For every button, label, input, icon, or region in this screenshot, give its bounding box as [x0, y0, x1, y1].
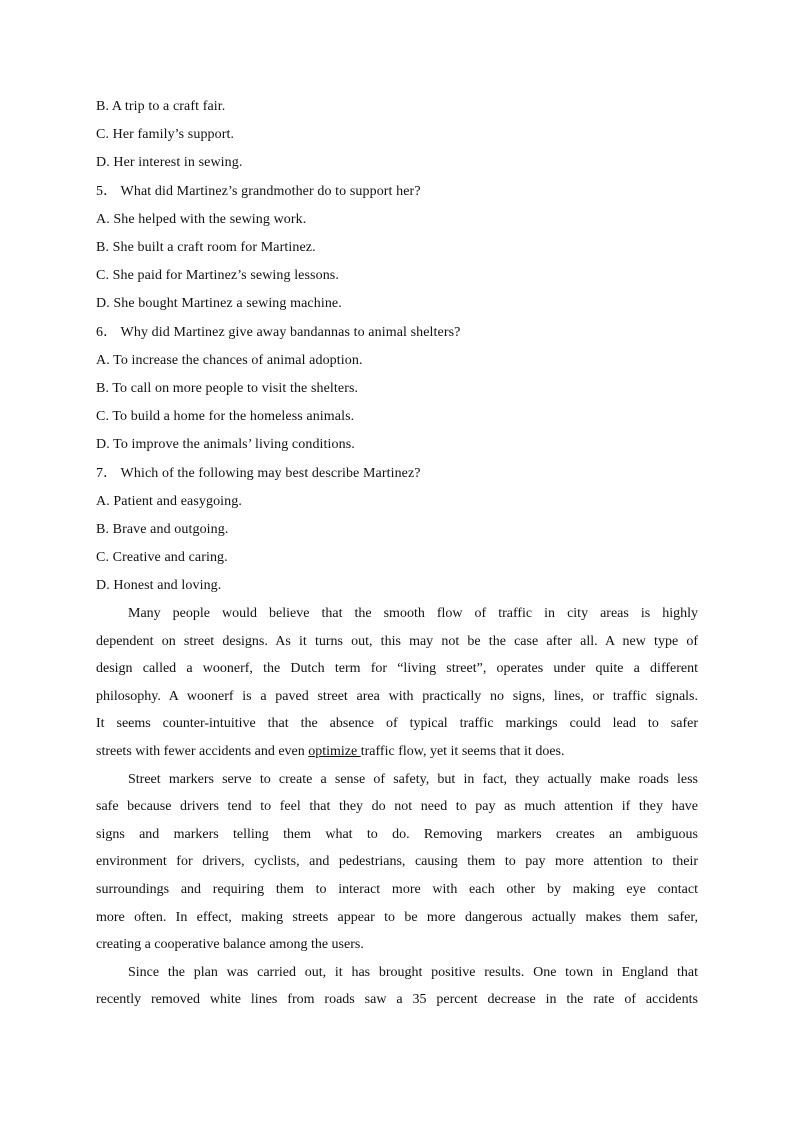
q5-stem: 5． What did Martinez’s grandmother do to support her?	[96, 184, 421, 199]
document-page	[96, 93, 698, 1014]
q7-option-a: A. Patient and easygoing.	[96, 494, 242, 509]
q6-stem: 6． Why did Martinez give away bandannas to animal shelters?	[96, 325, 461, 340]
q4-option-b: B. A trip to a craft fair.	[96, 99, 226, 114]
paragraph-line: environment for drivers, cyclists, and pedestrians, causing them to pay more attention to their	[96, 854, 698, 870]
paragraph-text: streets with fewer accidents and even	[96, 743, 309, 759]
q6-option-d: D. To improve the animals’ living conditions.	[96, 437, 355, 452]
q6-option-b: B. To call on more people to visit the shelters.	[96, 381, 359, 396]
passage-paragraph-2	[96, 766, 698, 959]
paragraph-line: Since the plan was carried out, it has brought positive results. One town in England that	[128, 964, 698, 980]
paragraph-text: traffic flow, yet it seems that it does.	[360, 743, 565, 759]
paragraph-line: design called a woonerf, the Dutch term for “living street”, operates under quite a different	[96, 661, 698, 677]
q6-option-a: A. To increase the chances of animal adoption.	[96, 353, 363, 368]
paragraph-line: philosophy. A woonerf is a paved street area with practically no signs, lines, or traffic signals.	[96, 688, 698, 704]
paragraph-line: creating a cooperative balance among the users.	[96, 937, 364, 953]
paragraph-line	[96, 738, 698, 766]
passage-paragraph-1	[96, 600, 698, 766]
q4-option-d: D. Her interest in sewing.	[96, 155, 243, 170]
passage-paragraph-3	[96, 959, 698, 1014]
q7-option-b: B. Brave and outgoing.	[96, 522, 229, 537]
paragraph-line: safe because drivers tend to feel that they do not need to pay as much attention if they have	[96, 799, 698, 815]
q6-option-c: C. To build a home for the homeless animals.	[96, 409, 355, 424]
paragraph-line: Many people would believe that the smooth flow of traffic in city areas is highly	[128, 606, 698, 621]
q5-option-a: A. She helped with the sewing work.	[96, 212, 307, 227]
q7-stem: 7． Which of the following may best describe Martinez?	[96, 466, 421, 481]
q5-option-c: C. She paid for Martinez’s sewing lessons.	[96, 268, 339, 283]
paragraph-line: signs and markers telling them what to do. Removing markers creates an ambiguous	[96, 826, 698, 842]
q7-option-c: C. Creative and caring.	[96, 550, 228, 565]
q7-option-d: D. Honest and loving.	[96, 578, 222, 593]
paragraph-line: Street markers serve to create a sense of safety, but in fact, they actually make roads less	[128, 771, 698, 787]
paragraph-line: It seems counter-intuitive that the absence of typical traffic markings could lead to safer	[96, 716, 698, 732]
underlined-word: optimize	[308, 743, 361, 759]
q5-option-d: D. She bought Martinez a sewing machine.	[96, 296, 342, 311]
paragraph-line: recently removed white lines from roads saw a 35 percent decrease in the rate of accidents	[96, 992, 698, 1008]
paragraph-line: more often. In effect, making streets appear to be more dangerous actually makes them safer,	[96, 909, 698, 925]
q5-option-b: B. She built a craft room for Martinez.	[96, 240, 316, 255]
paragraph-line: dependent on street designs. As it turns out, this may not be the case after all. A new type of	[96, 633, 698, 649]
paragraph-line: surroundings and requiring them to interact more with each other by making eye contact	[96, 881, 698, 897]
q4-option-c: C. Her family’s support.	[96, 127, 235, 142]
